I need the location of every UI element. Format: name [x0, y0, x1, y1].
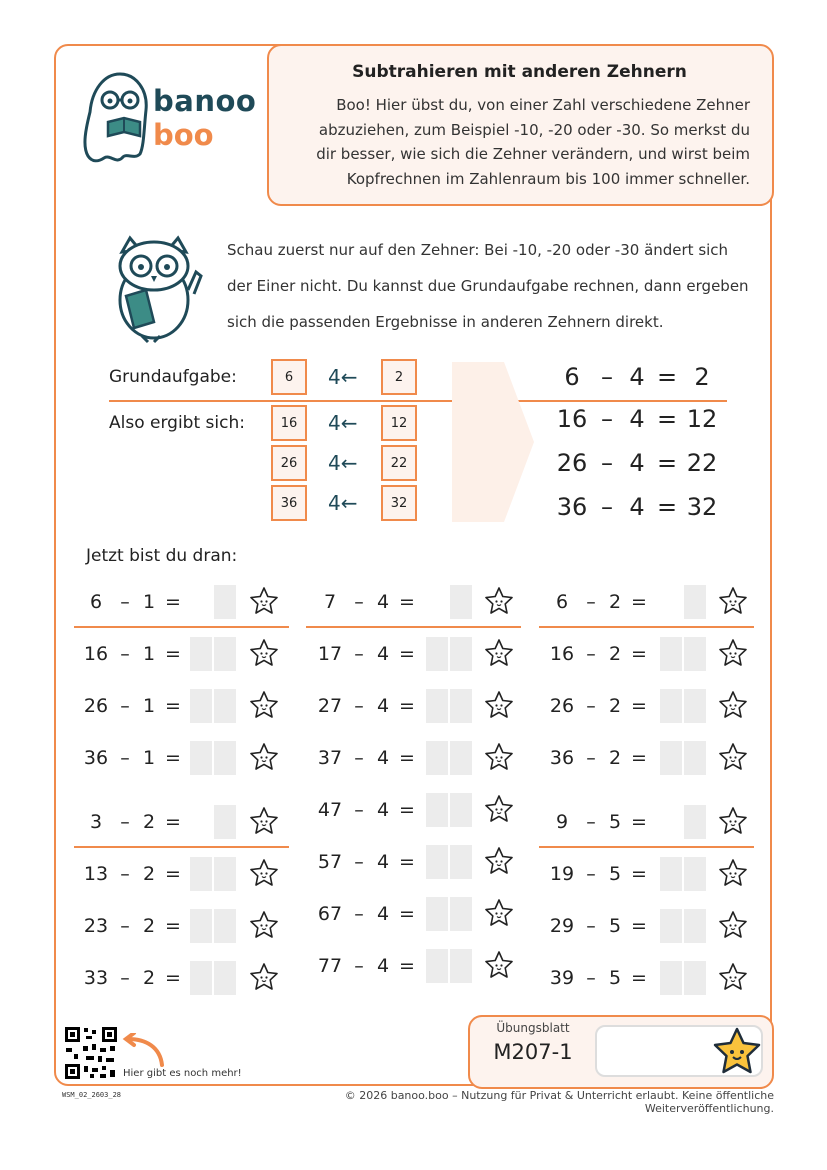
exercise-row	[546, 856, 652, 892]
answer-blank-ones[interactable]	[684, 857, 706, 891]
answer-blank[interactable]	[214, 805, 236, 839]
minus-sign: –	[586, 591, 596, 613]
exercise-row	[80, 584, 186, 620]
star-outline-icon	[249, 910, 279, 940]
equation-subtrahend: 4	[629, 405, 645, 433]
exercise-minuend: 26	[83, 695, 109, 717]
equals-sign: =	[165, 915, 181, 937]
exercise-row	[80, 688, 186, 724]
exercise-row	[80, 740, 186, 776]
answer-blank-ones[interactable]	[214, 637, 236, 671]
exercise-subtrahend: 4	[376, 851, 390, 873]
answer-blank-ones[interactable]	[684, 909, 706, 943]
minus-sign: –	[601, 363, 613, 391]
tens-box: 16	[271, 405, 307, 441]
exercise-minuend: 19	[549, 863, 575, 885]
minus-sign: –	[354, 695, 364, 717]
example-equation	[552, 493, 722, 521]
answer-blank-ones[interactable]	[214, 741, 236, 775]
exercise-divider	[539, 846, 754, 848]
equation-minuend: 36	[556, 493, 588, 521]
exercise-minuend: 36	[83, 747, 109, 769]
exercise-subtrahend: 2	[142, 811, 156, 833]
minus-sign: –	[354, 903, 364, 925]
result-box: 32	[381, 485, 417, 521]
star-outline-icon	[484, 846, 514, 876]
star-outline-icon	[249, 962, 279, 992]
exercise-minuend: 16	[549, 643, 575, 665]
equals-sign: =	[165, 863, 181, 885]
exercise-subtrahend: 2	[608, 695, 622, 717]
answer-blank-ones[interactable]	[684, 689, 706, 723]
exercise-row	[314, 740, 420, 776]
exercise-row	[314, 688, 420, 724]
equals-sign: =	[656, 493, 678, 521]
answer-blank-ones[interactable]	[450, 689, 472, 723]
exercise-minuend: 47	[317, 799, 343, 821]
answer-blank-tens[interactable]	[190, 741, 212, 775]
base-task-label: Grundaufgabe:	[109, 367, 237, 387]
equals-sign: =	[399, 955, 415, 977]
exercise-row	[546, 960, 652, 996]
exercise-subtrahend: 2	[142, 967, 156, 989]
minus-sign: –	[601, 449, 613, 477]
star-outline-icon	[718, 910, 748, 940]
exercise-subtrahend: 5	[608, 863, 622, 885]
equals-sign: =	[631, 695, 647, 717]
example-equation	[552, 405, 722, 433]
answer-blank-ones[interactable]	[214, 961, 236, 995]
answer-blank-ones[interactable]	[450, 793, 472, 827]
equation-minuend: 6	[564, 363, 580, 391]
answer-blank-tens[interactable]	[660, 909, 682, 943]
answer-blank-ones[interactable]	[450, 845, 472, 879]
equals-sign: =	[399, 851, 415, 873]
star-outline-icon	[484, 742, 514, 772]
exercise-row	[80, 636, 186, 672]
minus-sign: –	[120, 695, 130, 717]
answer-blank-tens[interactable]	[660, 689, 682, 723]
equals-sign: =	[631, 643, 647, 665]
exercise-subtrahend: 5	[608, 967, 622, 989]
minus-sign: –	[586, 915, 596, 937]
equals-sign: =	[631, 967, 647, 989]
qr-code-icon[interactable]	[64, 1026, 118, 1080]
star-outline-icon	[718, 858, 748, 888]
star-outline-icon	[484, 950, 514, 980]
answer-blank-ones[interactable]	[450, 637, 472, 671]
answer-blank-tens[interactable]	[660, 637, 682, 671]
exercise-row	[314, 896, 420, 932]
star-outline-icon	[484, 898, 514, 928]
answer-blank-tens[interactable]	[426, 741, 448, 775]
result-box: 22	[381, 445, 417, 481]
answer-blank-tens[interactable]	[426, 949, 448, 983]
answer-blank-ones[interactable]	[214, 909, 236, 943]
exercise-subtrahend: 4	[376, 695, 390, 717]
exercise-minuend: 29	[549, 915, 575, 937]
answer-blank[interactable]	[450, 585, 472, 619]
exercise-subtrahend: 4	[376, 591, 390, 613]
exercise-row	[80, 960, 186, 996]
exercise-subtrahend: 5	[608, 915, 622, 937]
worksheet-id: WSM_02_2603_28	[62, 1091, 122, 1099]
equals-sign: =	[165, 747, 181, 769]
page-title: Subtrahieren mit anderen Zehnern	[352, 62, 687, 82]
star-outline-icon	[718, 690, 748, 720]
exercise-row	[314, 792, 420, 828]
minus-sign: –	[354, 799, 364, 821]
star-outline-icon	[718, 638, 748, 668]
equation-result: 2	[694, 363, 710, 391]
exercise-minuend: 39	[549, 967, 575, 989]
result-box: 12	[381, 405, 417, 441]
exercise-row	[314, 636, 420, 672]
equation-subtrahend: 4	[629, 493, 645, 521]
exercise-minuend: 6	[89, 591, 103, 613]
answer-blank-tens[interactable]	[426, 897, 448, 931]
equals-sign: =	[631, 591, 647, 613]
exercise-minuend: 3	[89, 811, 103, 833]
exercise-divider	[74, 626, 289, 628]
exercise-row	[80, 804, 186, 840]
exercise-row	[314, 948, 420, 984]
exercise-subtrahend: 1	[142, 695, 156, 717]
minus-sign: –	[354, 643, 364, 665]
equals-sign: =	[656, 449, 678, 477]
sheet-label: Übungsblatt	[496, 1021, 570, 1035]
equation-result: 32	[686, 493, 718, 521]
exercise-minuend: 6	[555, 591, 569, 613]
answer-blank-tens[interactable]	[660, 961, 682, 995]
star-outline-icon	[249, 638, 279, 668]
big-arrow-icon	[452, 362, 534, 522]
copyright: © 2026 banoo.boo – Nutzung für Privat & Unterricht erlaubt. Keine öffentliche Weiterveröffentlichung.	[344, 1089, 774, 1115]
star-outline-icon	[484, 586, 514, 616]
exercise-subtrahend: 1	[142, 747, 156, 769]
equation-minuend: 16	[556, 405, 588, 433]
equals-sign: =	[399, 747, 415, 769]
star-outline-icon	[249, 858, 279, 888]
equation-minuend: 26	[556, 449, 588, 477]
equals-sign: =	[631, 915, 647, 937]
intro-text: Schau zuerst nur auf den Zehner: Bei -10, -20 oder -30 ändert sich der Einer nicht. Du kannst due Grundaufgabe rechnen, dann ergeben sich die passenden Ergebnisse in anderen Zehnern direkt.	[227, 241, 749, 331]
minus-sign: –	[586, 643, 596, 665]
exercise-row	[546, 688, 652, 724]
star-icon	[711, 1026, 763, 1076]
minus-sign: –	[586, 811, 596, 833]
answer-blank[interactable]	[214, 585, 236, 619]
answer-blank-ones[interactable]	[450, 741, 472, 775]
tens-box: 36	[271, 485, 307, 521]
minus-sign: –	[354, 591, 364, 613]
star-outline-icon	[484, 638, 514, 668]
answer-blank-ones[interactable]	[684, 741, 706, 775]
answer-blank-ones[interactable]	[450, 897, 472, 931]
equals-sign: =	[656, 363, 678, 391]
tens-box: 6	[271, 359, 307, 395]
exercise-minuend: 36	[549, 747, 575, 769]
minus-sign: –	[586, 695, 596, 717]
minus-sign: –	[120, 643, 130, 665]
answer-blank-ones[interactable]	[684, 637, 706, 671]
answer-blank-tens[interactable]	[426, 793, 448, 827]
exercise-subtrahend: 4	[376, 955, 390, 977]
result-label: Also ergibt sich:	[109, 413, 245, 433]
answer-blank-tens[interactable]	[190, 961, 212, 995]
star-outline-icon	[718, 962, 748, 992]
equals-sign: =	[165, 591, 181, 613]
exercise-subtrahend: 5	[608, 811, 622, 833]
equals-sign: =	[399, 695, 415, 717]
exercise-divider	[306, 626, 521, 628]
answer-blank-tens[interactable]	[190, 909, 212, 943]
qr-caption: Hier gibt es noch mehr!	[123, 1068, 242, 1079]
answer-blank-tens[interactable]	[426, 637, 448, 671]
exercise-subtrahend: 4	[376, 799, 390, 821]
logo-text-banoo: banoo	[153, 84, 257, 118]
exercise-subtrahend: 1	[142, 643, 156, 665]
exercise-minuend: 77	[317, 955, 343, 977]
star-outline-icon	[484, 690, 514, 720]
exercise-subtrahend: 2	[608, 643, 622, 665]
answer-blank-tens[interactable]	[660, 741, 682, 775]
exercise-minuend: 27	[317, 695, 343, 717]
exercise-minuend: 7	[323, 591, 337, 613]
star-outline-icon	[718, 806, 748, 836]
exercise-minuend: 57	[317, 851, 343, 873]
exercise-row	[546, 584, 652, 620]
minus-sign: –	[120, 747, 130, 769]
minus-sign: –	[354, 851, 364, 873]
subtract-arrow: 4←	[328, 491, 358, 515]
star-outline-icon	[484, 794, 514, 824]
exercise-subtrahend: 2	[142, 863, 156, 885]
equation-subtrahend: 4	[629, 449, 645, 477]
exercise-subtrahend: 2	[608, 747, 622, 769]
exercise-minuend: 9	[555, 811, 569, 833]
logo-text-boo: boo	[153, 118, 214, 152]
tens-box: 26	[271, 445, 307, 481]
minus-sign: –	[354, 955, 364, 977]
exercise-subtrahend: 1	[142, 591, 156, 613]
exercise-divider	[539, 626, 754, 628]
minus-sign: –	[120, 967, 130, 989]
star-outline-icon	[249, 586, 279, 616]
minus-sign: –	[601, 493, 613, 521]
star-outline-icon	[718, 586, 748, 616]
exercise-row	[546, 908, 652, 944]
equals-sign: =	[399, 799, 415, 821]
star-outline-icon	[249, 690, 279, 720]
subtract-arrow: 4←	[328, 365, 358, 389]
star-outline-icon	[249, 742, 279, 772]
equation-result: 12	[686, 405, 718, 433]
answer-blank-ones[interactable]	[684, 961, 706, 995]
equation-subtrahend: 4	[629, 363, 645, 391]
minus-sign: –	[120, 811, 130, 833]
exercise-minuend: 13	[83, 863, 109, 885]
answer-blank-tens[interactable]	[426, 689, 448, 723]
exercise-row	[80, 856, 186, 892]
result-box: 2	[381, 359, 417, 395]
star-outline-icon	[249, 806, 279, 836]
equals-sign: =	[399, 591, 415, 613]
answer-blank-tens[interactable]	[426, 845, 448, 879]
exercise-minuend: 26	[549, 695, 575, 717]
answer-blank[interactable]	[684, 805, 706, 839]
answer-blank[interactable]	[684, 585, 706, 619]
answer-blank-ones[interactable]	[214, 689, 236, 723]
answer-blank-tens[interactable]	[190, 637, 212, 671]
minus-sign: –	[120, 591, 130, 613]
exercise-minuend: 17	[317, 643, 343, 665]
answer-blank-ones[interactable]	[214, 857, 236, 891]
minus-sign: –	[601, 405, 613, 433]
exercise-row	[546, 804, 652, 840]
equals-sign: =	[165, 695, 181, 717]
exercise-heading: Jetzt bist du dran:	[86, 546, 238, 566]
equals-sign: =	[631, 747, 647, 769]
exercise-minuend: 37	[317, 747, 343, 769]
exercise-row	[314, 844, 420, 880]
exercise-row	[546, 636, 652, 672]
minus-sign: –	[586, 747, 596, 769]
exercise-subtrahend: 4	[376, 643, 390, 665]
equals-sign: =	[656, 405, 678, 433]
curved-arrow-icon	[122, 1033, 166, 1067]
equals-sign: =	[399, 903, 415, 925]
answer-blank-tens[interactable]	[660, 857, 682, 891]
exercise-minuend: 67	[317, 903, 343, 925]
exercise-subtrahend: 4	[376, 747, 390, 769]
answer-blank-ones[interactable]	[450, 949, 472, 983]
owl-mascot-icon	[104, 232, 210, 344]
exercise-subtrahend: 2	[608, 591, 622, 613]
exercise-row	[314, 584, 420, 620]
exercise-subtrahend: 2	[142, 915, 156, 937]
equation-result: 22	[686, 449, 718, 477]
page-description: Boo! Hier übst du, von einer Zahl verschiedene Zehner abzuziehen, zum Beispiel -10, -20 oder -30. So merkst du dir besser, wie sich die Zehner verändern, und wirst beim Kopfrechnen im Zahlenraum bis 100 immer schneller.	[316, 96, 750, 188]
ghost-mascot-icon	[78, 68, 154, 164]
equals-sign: =	[399, 643, 415, 665]
exercise-row	[80, 908, 186, 944]
subtract-arrow: 4←	[328, 451, 358, 475]
exercise-minuend: 16	[83, 643, 109, 665]
equals-sign: =	[631, 811, 647, 833]
example-equation	[552, 449, 722, 477]
answer-blank-tens[interactable]	[190, 689, 212, 723]
example-divider	[109, 400, 727, 402]
minus-sign: –	[586, 863, 596, 885]
minus-sign: –	[586, 967, 596, 989]
exercise-minuend: 23	[83, 915, 109, 937]
equals-sign: =	[165, 811, 181, 833]
subtract-arrow: 4←	[328, 411, 358, 435]
equals-sign: =	[165, 643, 181, 665]
exercise-row	[546, 740, 652, 776]
equals-sign: =	[165, 967, 181, 989]
minus-sign: –	[120, 863, 130, 885]
sheet-code: M207-1	[493, 1040, 573, 1064]
exercise-subtrahend: 4	[376, 903, 390, 925]
example-equation	[552, 363, 722, 391]
minus-sign: –	[354, 747, 364, 769]
minus-sign: –	[120, 915, 130, 937]
equals-sign: =	[631, 863, 647, 885]
exercise-divider	[74, 846, 289, 848]
star-outline-icon	[718, 742, 748, 772]
answer-blank-tens[interactable]	[190, 857, 212, 891]
exercise-minuend: 33	[83, 967, 109, 989]
